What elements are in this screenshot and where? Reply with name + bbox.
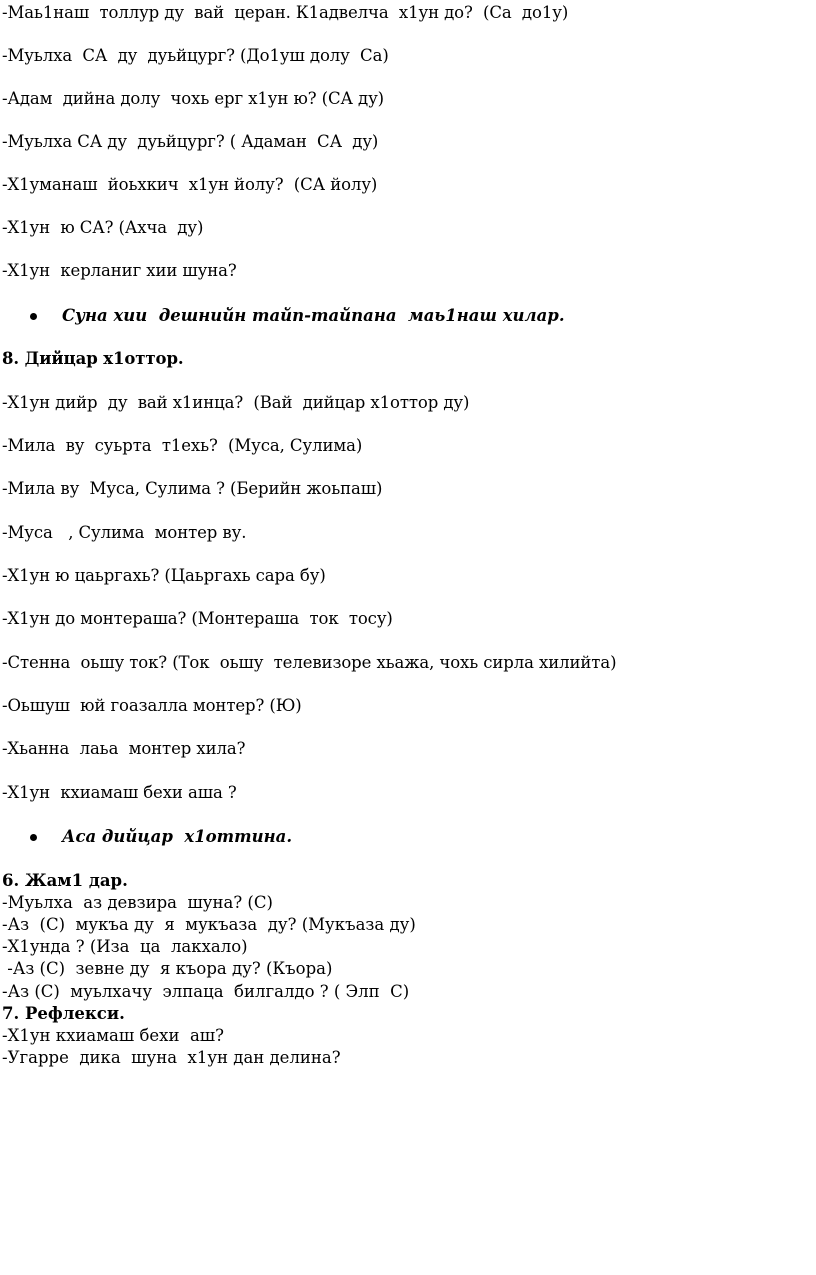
text-line: -Аз (С) зевне ду я къора ду? (Къора) bbox=[2, 959, 333, 978]
bullet-icon bbox=[30, 313, 37, 320]
text-line: -Х1ун керланиг хии шуна? bbox=[2, 261, 237, 280]
text-line: -Аз (С) мукъа ду я мукъаза ду? (Мукъаза ду) bbox=[2, 915, 416, 934]
text-line: -Стенна оьшу ток? (Ток оьшу телевизоре хьажа, чохь сирла хилийта) bbox=[2, 653, 617, 672]
text-line: -Оьшуш юй гоазалла монтер? (Ю) bbox=[2, 696, 302, 715]
bullet-icon bbox=[30, 834, 37, 841]
section-heading: 8. Дийцар х1оттор. bbox=[2, 349, 184, 368]
text-line: -Х1уманаш йоьхкич х1ун йолу? (СА йолу) bbox=[2, 175, 378, 194]
text-line: -Х1ун ю СА? (Ахча ду) bbox=[2, 218, 204, 237]
text-line: -Х1ун кхиамаш бехи аш? bbox=[2, 1026, 224, 1045]
text-line: -Муса , Сулима монтер ву. bbox=[2, 523, 247, 542]
section-heading: 6. Жам1 дар. bbox=[2, 871, 128, 890]
text-line: -Мила ву Муса, Сулима ? (Берийн жоьпаш) bbox=[2, 479, 383, 498]
text-line: -Аз (С) муьлхачу элпаца билгалдо ? ( Элп С) bbox=[2, 982, 410, 1001]
bullet-text: Аса дийцар х1оттина. bbox=[62, 827, 293, 846]
text-line: -Х1ун ю цаьргахь? (Цаьргахь сара бу) bbox=[2, 566, 326, 585]
bullet-text: Суна хии дешнийн тайп-тайпана маь1наш хилар. bbox=[62, 306, 565, 325]
text-line: -Х1ун до монтераша? (Монтераша ток тосу) bbox=[2, 609, 393, 628]
text-line: -Мила ву суьрта т1ехь? (Муса, Сулима) bbox=[2, 436, 363, 455]
text-line: -Угарре дика шуна х1ун дан делина? bbox=[2, 1048, 341, 1067]
text-line: -Х1унда ? (Иза ца лакхало) bbox=[2, 937, 248, 956]
text-line: -Х1ун дийр ду вай х1инца? (Вай дийцар х1оттор ду) bbox=[2, 393, 470, 412]
text-line: -Муьлха аз девзира шуна? (С) bbox=[2, 893, 273, 912]
text-line: -Адам дийна долу чохь ерг х1ун ю? (СА ду) bbox=[2, 89, 385, 108]
text-line: -Хьанна лаьа монтер хила? bbox=[2, 739, 246, 758]
text-line: -Маь1наш толлур ду вай церан. К1адвелча х1ун до? (Са до1у) bbox=[2, 3, 569, 22]
section-heading: 7. Рефлекси. bbox=[2, 1004, 125, 1023]
text-line: -Муьлха СА ду дуьйцург? (До1уш долу Са) bbox=[2, 46, 389, 65]
text-line: -Муьлха СА ду дуьйцург? ( Адаман СА ду) bbox=[2, 132, 379, 151]
text-line: -Х1ун кхиамаш бехи аша ? bbox=[2, 783, 237, 802]
